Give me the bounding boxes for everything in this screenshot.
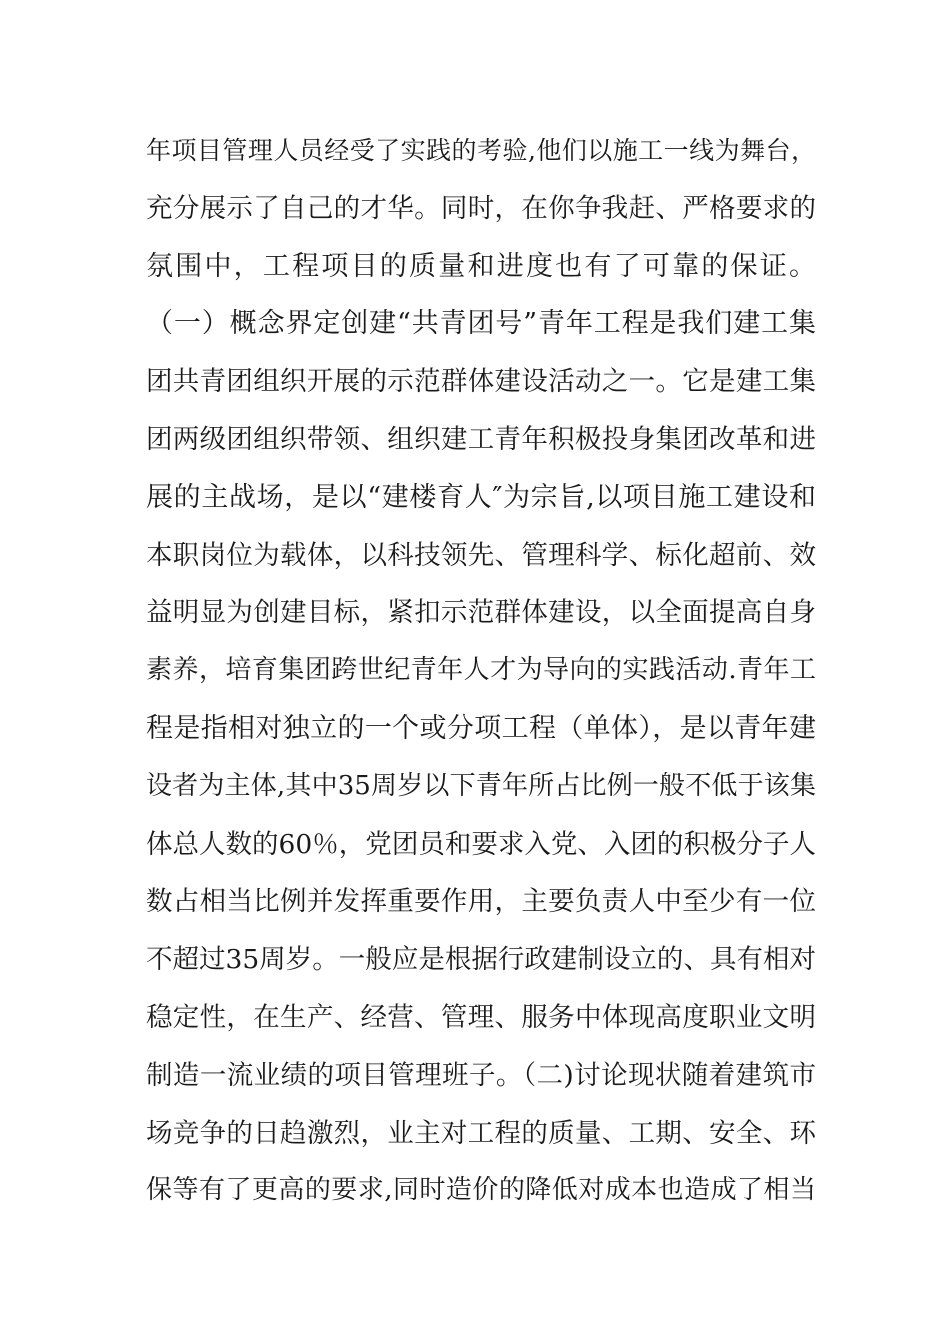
text-line: 团两级团组织带领、组织建工青年积极投身集团改革和进 <box>146 423 816 455</box>
text-line: 设者为主体,其中35周岁以下青年所占比例一般不低于该集 <box>146 770 816 801</box>
text-line: 氛围中，工程项目的质量和进度也有了可靠的保证。 <box>146 250 816 282</box>
text-line: 展的主战场，是以“建楼育人″为宗旨,以项目施工建设和 <box>146 481 816 513</box>
text-line: 本职岗位为载体，以科技领先、管理科学、标化超前、效 <box>146 539 816 571</box>
text-line: 团共青团组织开展的示范群体建设活动之一。它是建工集 <box>146 366 816 398</box>
text-line: 程是指相对独立的一个或分项工程（单体），是以青年建 <box>146 712 816 744</box>
text-line: 制造一流业绩的项目管理班子。（二)讨论现状随着建筑市 <box>146 1059 816 1091</box>
body-text <box>146 122 816 1220</box>
text-line: 年项目管理人员经受了实践的考验,他们以施工一线为舞台， <box>146 136 816 165</box>
text-line: 数占相当比例并发挥重要作用，主要负责人中至少有一位 <box>146 886 816 918</box>
text-line: 益明显为创建目标，紧扣示范群体建设，以全面提高自身 <box>146 597 816 629</box>
text-line: 充分展示了自己的才华。同时，在你争我赶、严格要求的 <box>146 192 816 224</box>
text-line: 保等有了更高的要求,同时造价的降低对成本也造成了相当 <box>146 1175 816 1206</box>
text-line: （一）概念界定创建“共青团号”青年工程是我们建工集 <box>146 308 816 340</box>
text-line: 素养，培育集团跨世纪青年人才为导向的实践活动.青年工 <box>146 655 816 686</box>
text-line: 不超过35周岁。一般应是根据行政建制设立的、具有相对 <box>146 944 816 976</box>
text-line: 体总人数的60％，党团员和要求入党、入团的积极分子人 <box>146 828 816 860</box>
text-line: 稳定性，在生产、经营、管理、服务中体现高度职业文明 <box>146 1001 816 1033</box>
text-line: 场竞争的日趋激烈，业主对工程的质量、工期、安全、环 <box>146 1117 816 1149</box>
